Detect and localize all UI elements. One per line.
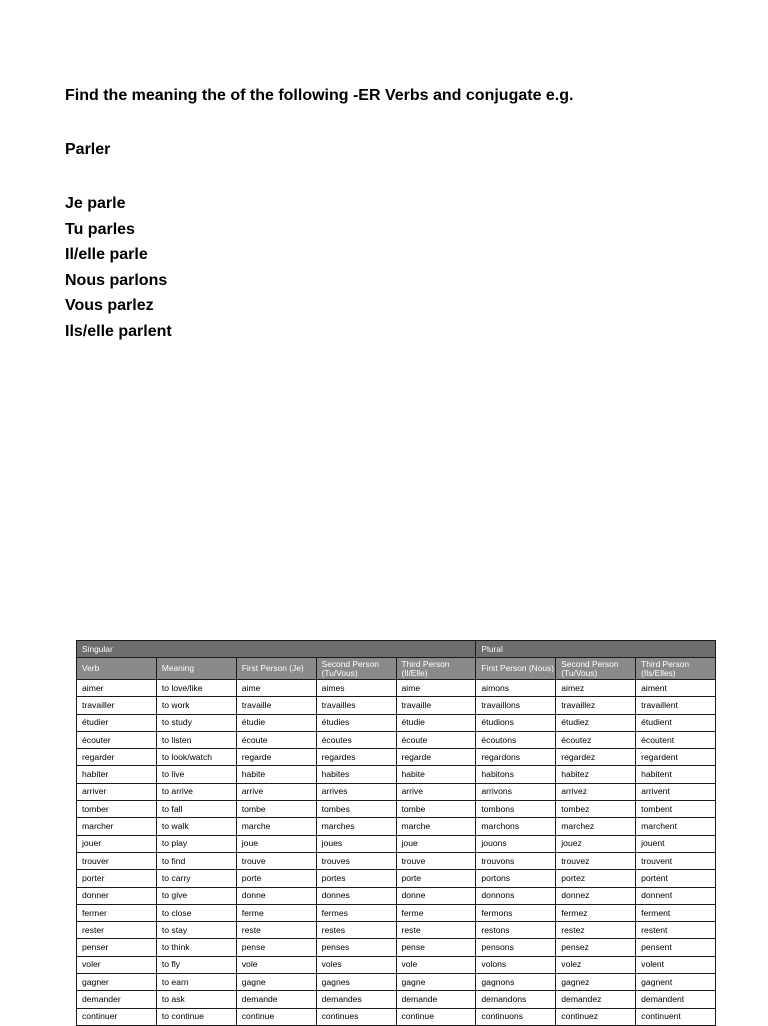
conjugation-cell: marches xyxy=(316,818,396,835)
verb-table-body xyxy=(77,680,716,1026)
verb-cell: penser xyxy=(77,939,157,956)
conjugation-cell: volez xyxy=(556,956,636,973)
instructions-block xyxy=(65,86,725,348)
conjugation-cell: tombes xyxy=(316,801,396,818)
meaning-cell: to ask xyxy=(156,991,236,1008)
conjugation-cell: continue xyxy=(396,1008,476,1025)
conjugation-cell: donne xyxy=(396,887,476,904)
conjugation-cell: portez xyxy=(556,870,636,887)
conjugation-cell: continues xyxy=(316,1008,396,1025)
conjugation-cell: aimez xyxy=(556,680,636,697)
column-header: Third Person (Il/Elle) xyxy=(396,658,476,680)
conjugation-cell: pense xyxy=(236,939,316,956)
conjugation-cell: jouez xyxy=(556,835,636,852)
table-row xyxy=(77,801,716,818)
conjugation-cell: étudient xyxy=(636,714,716,731)
conjugation-cell: pensez xyxy=(556,939,636,956)
meaning-cell: to find xyxy=(156,852,236,869)
verb-cell: trouver xyxy=(77,852,157,869)
conjugation-cell: volent xyxy=(636,956,716,973)
conjugation-cell: tombent xyxy=(636,801,716,818)
conjugation-cell: habite xyxy=(236,766,316,783)
meaning-cell: to think xyxy=(156,939,236,956)
table-row xyxy=(77,922,716,939)
conjugation-cell: arrive xyxy=(236,783,316,800)
table-row xyxy=(77,731,716,748)
conjugation-cell: donnent xyxy=(636,887,716,904)
conjugation-cell: continuons xyxy=(476,1008,556,1025)
example-verb: Parler xyxy=(65,141,111,158)
conjugation-cell: regarde xyxy=(396,749,476,766)
conjugation-line: Je parle xyxy=(65,195,126,212)
table-row xyxy=(77,749,716,766)
conjugation-cell: arrivons xyxy=(476,783,556,800)
meaning-cell: to carry xyxy=(156,870,236,887)
column-header: First Person (Nous) xyxy=(476,658,556,680)
conjugation-cell: demande xyxy=(396,991,476,1008)
conjugation-cell: tombe xyxy=(396,801,476,818)
conjugation-cell: écoutent xyxy=(636,731,716,748)
conjugation-cell: donnons xyxy=(476,887,556,904)
meaning-cell: to listen xyxy=(156,731,236,748)
conjugation-cell: travaillent xyxy=(636,697,716,714)
conjugation-cell: étudions xyxy=(476,714,556,731)
conjugation-cell: porte xyxy=(396,870,476,887)
conjugation-cell: portent xyxy=(636,870,716,887)
verb-cell: donner xyxy=(77,887,157,904)
column-header: Second Person (Tu/Vous) xyxy=(556,658,636,680)
conjugation-cell: travaillez xyxy=(556,697,636,714)
conjugation-cell: volons xyxy=(476,956,556,973)
conjugation-cell: pensent xyxy=(636,939,716,956)
meaning-cell: to fly xyxy=(156,956,236,973)
conjugation-cell: porte xyxy=(236,870,316,887)
conjugation-line: Il/elle parle xyxy=(65,246,148,264)
conjugation-cell: marchent xyxy=(636,818,716,835)
meaning-cell: to stay xyxy=(156,922,236,939)
group-header-row xyxy=(77,641,716,658)
table-row xyxy=(77,818,716,835)
verb-cell: regarder xyxy=(77,749,157,766)
conjugation-cell: regardons xyxy=(476,749,556,766)
verb-cell: aimer xyxy=(77,680,157,697)
conjugation-cell: joue xyxy=(396,835,476,852)
conjugation-cell: joues xyxy=(316,835,396,852)
conjugation-cell: trouve xyxy=(396,852,476,869)
conjugation-cell: écoute xyxy=(236,731,316,748)
conjugation-cell: trouvons xyxy=(476,852,556,869)
instructions-heading: Find the meaning the of the following -ER Verbs and conjugate e.g. xyxy=(65,87,574,104)
conjugation-cell: vole xyxy=(236,956,316,973)
conjugation-cell: regardent xyxy=(636,749,716,766)
verb-cell: demander xyxy=(77,991,157,1008)
conjugation-cell: demandez xyxy=(556,991,636,1008)
conjugation-cell: pense xyxy=(396,939,476,956)
meaning-cell: to earn xyxy=(156,974,236,991)
table-row xyxy=(77,870,716,887)
meaning-cell: to play xyxy=(156,835,236,852)
conjugation-cell: tombez xyxy=(556,801,636,818)
conjugation-cell: portons xyxy=(476,870,556,887)
conjugation-cell: marchez xyxy=(556,818,636,835)
conjugation-cell: habites xyxy=(316,766,396,783)
table-row xyxy=(77,991,716,1008)
conjugation-cell: regardez xyxy=(556,749,636,766)
conjugation-cell: trouvent xyxy=(636,852,716,869)
conjugation-cell: travaille xyxy=(396,697,476,714)
table-row xyxy=(77,956,716,973)
conjugation-cell: étudies xyxy=(316,714,396,731)
conjugation-cell: trouve xyxy=(236,852,316,869)
conjugation-cell: regarde xyxy=(236,749,316,766)
table-row xyxy=(77,887,716,904)
conjugation-line: Vous parlez xyxy=(65,297,154,315)
conjugation-cell: demandes xyxy=(316,991,396,1008)
meaning-cell: to walk xyxy=(156,818,236,835)
table-row xyxy=(77,766,716,783)
conjugation-cell: habitez xyxy=(556,766,636,783)
conjugation-cell: restes xyxy=(316,922,396,939)
conjugation-cell: gagnent xyxy=(636,974,716,991)
conjugation-cell: tombe xyxy=(236,801,316,818)
conjugation-cell: trouves xyxy=(316,852,396,869)
conjugation-cell: trouvez xyxy=(556,852,636,869)
column-header: Third Person (Ils/Elles) xyxy=(636,658,716,680)
conjugation-cell: écoutons xyxy=(476,731,556,748)
column-header-row xyxy=(77,658,716,680)
column-header: Meaning xyxy=(156,658,236,680)
verb-cell: habiter xyxy=(77,766,157,783)
conjugation-cell: restons xyxy=(476,922,556,939)
conjugation-cell: aimons xyxy=(476,680,556,697)
conjugation-cell: continuent xyxy=(636,1008,716,1025)
conjugation-line: Tu parles xyxy=(65,220,135,238)
meaning-cell: to look/watch xyxy=(156,749,236,766)
conjugation-cell: marchons xyxy=(476,818,556,835)
conjugation-cell: étudie xyxy=(396,714,476,731)
conjugation-cell: vole xyxy=(396,956,476,973)
table-row xyxy=(77,1008,716,1025)
conjugation-cell: fermez xyxy=(556,904,636,921)
verb-cell: continuer xyxy=(77,1008,157,1025)
conjugation-cell: portes xyxy=(316,870,396,887)
conjugation-cell: continuez xyxy=(556,1008,636,1025)
conjugation-cell: ferme xyxy=(396,904,476,921)
conjugation-cell: ferment xyxy=(636,904,716,921)
conjugation-cell: marche xyxy=(236,818,316,835)
conjugation-cell: arrives xyxy=(316,783,396,800)
verb-conjugation-table xyxy=(76,640,716,1026)
verb-cell: rester xyxy=(77,922,157,939)
conjugation-cell: penses xyxy=(316,939,396,956)
conjugation-cell: habite xyxy=(396,766,476,783)
table-row xyxy=(77,714,716,731)
conjugation-cell: aimes xyxy=(316,680,396,697)
conjugation-cell: fermons xyxy=(476,904,556,921)
table-row xyxy=(77,697,716,714)
meaning-cell: to close xyxy=(156,904,236,921)
table-row xyxy=(77,852,716,869)
column-header: Verb xyxy=(77,658,157,680)
conjugation-cell: arrive xyxy=(396,783,476,800)
verb-cell: tomber xyxy=(77,801,157,818)
meaning-cell: to work xyxy=(156,697,236,714)
conjugation-cell: regardes xyxy=(316,749,396,766)
table-row xyxy=(77,939,716,956)
conjugation-cell: arrivent xyxy=(636,783,716,800)
meaning-cell: to arrive xyxy=(156,783,236,800)
table-row xyxy=(77,680,716,697)
conjugation-cell: fermes xyxy=(316,904,396,921)
conjugation-cell: habitent xyxy=(636,766,716,783)
conjugation-cell: travaille xyxy=(236,697,316,714)
plural-group-header: Plural xyxy=(476,641,716,658)
conjugation-line: Nous parlons xyxy=(65,271,168,289)
conjugation-cell: aime xyxy=(396,680,476,697)
verb-cell: marcher xyxy=(77,818,157,835)
conjugation-cell: aiment xyxy=(636,680,716,697)
conjugation-cell: gagne xyxy=(396,974,476,991)
verb-cell: travailler xyxy=(77,697,157,714)
conjugation-cell: écoutes xyxy=(316,731,396,748)
singular-group-header: Singular xyxy=(77,641,476,658)
meaning-cell: to study xyxy=(156,714,236,731)
conjugation-cell: demandons xyxy=(476,991,556,1008)
meaning-cell: to love/like xyxy=(156,680,236,697)
conjugation-cell: joue xyxy=(236,835,316,852)
table-row xyxy=(77,835,716,852)
table-row xyxy=(77,783,716,800)
conjugation-cell: gagnez xyxy=(556,974,636,991)
conjugation-cell: demandent xyxy=(636,991,716,1008)
table-row xyxy=(77,974,716,991)
conjugation-cell: ferme xyxy=(236,904,316,921)
conjugation-cell: écoute xyxy=(396,731,476,748)
meaning-cell: to continue xyxy=(156,1008,236,1025)
conjugation-cell: voles xyxy=(316,956,396,973)
column-header: Second Person (Tu/Vous) xyxy=(316,658,396,680)
conjugation-cell: tombons xyxy=(476,801,556,818)
conjugation-cell: gagnes xyxy=(316,974,396,991)
verb-cell: voler xyxy=(77,956,157,973)
conjugation-cell: travailles xyxy=(316,697,396,714)
conjugation-cell: travaillons xyxy=(476,697,556,714)
table-row xyxy=(77,904,716,921)
verb-cell: écouter xyxy=(77,731,157,748)
conjugation-cell: jouent xyxy=(636,835,716,852)
column-header: First Person (Je) xyxy=(236,658,316,680)
example-conjugation xyxy=(65,194,725,348)
conjugation-cell: continue xyxy=(236,1008,316,1025)
meaning-cell: to fall xyxy=(156,801,236,818)
conjugation-line: Ils/elle parlent xyxy=(65,322,172,340)
conjugation-cell: donne xyxy=(236,887,316,904)
conjugation-cell: pensons xyxy=(476,939,556,956)
meaning-cell: to live xyxy=(156,766,236,783)
verb-cell: gagner xyxy=(77,974,157,991)
conjugation-cell: restez xyxy=(556,922,636,939)
conjugation-cell: étudiez xyxy=(556,714,636,731)
conjugation-cell: jouons xyxy=(476,835,556,852)
conjugation-cell: aime xyxy=(236,680,316,697)
conjugation-cell: arrivez xyxy=(556,783,636,800)
verb-cell: étudier xyxy=(77,714,157,731)
conjugation-cell: reste xyxy=(396,922,476,939)
conjugation-cell: marche xyxy=(396,818,476,835)
conjugation-cell: gagnons xyxy=(476,974,556,991)
conjugation-cell: étudie xyxy=(236,714,316,731)
conjugation-cell: écoutez xyxy=(556,731,636,748)
meaning-cell: to give xyxy=(156,887,236,904)
conjugation-cell: reste xyxy=(236,922,316,939)
conjugation-cell: demande xyxy=(236,991,316,1008)
conjugation-cell: donnes xyxy=(316,887,396,904)
conjugation-cell: donnez xyxy=(556,887,636,904)
conjugation-cell: gagne xyxy=(236,974,316,991)
verb-cell: arriver xyxy=(77,783,157,800)
conjugation-cell: restent xyxy=(636,922,716,939)
verb-cell: fermer xyxy=(77,904,157,921)
verb-cell: porter xyxy=(77,870,157,887)
conjugation-cell: habitons xyxy=(476,766,556,783)
verb-cell: jouer xyxy=(77,835,157,852)
